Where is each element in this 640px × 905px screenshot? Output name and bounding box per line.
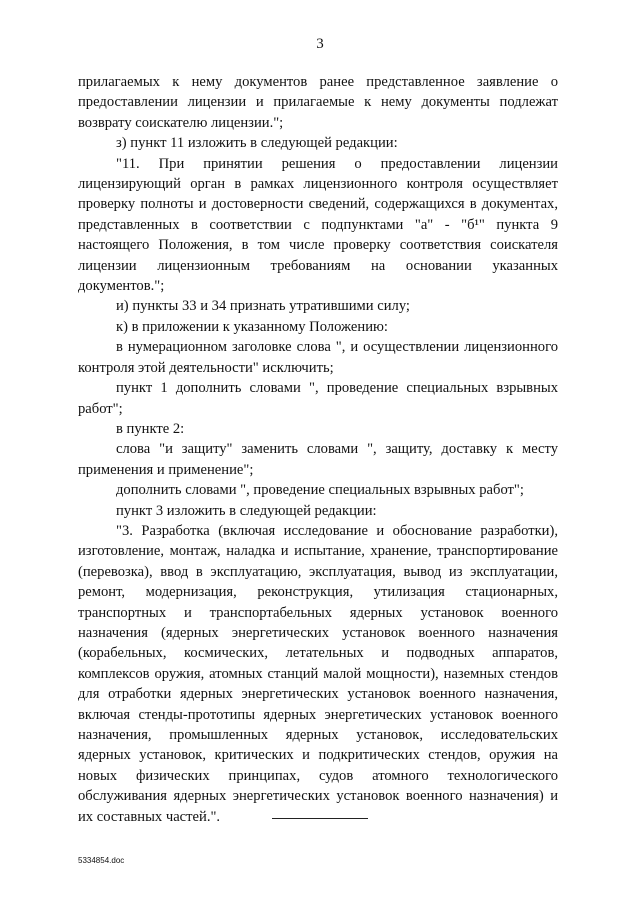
paragraph-replace-words: слова "и защиту" заменить словами ", защиту, доставку к месту применения и применение"; bbox=[78, 441, 558, 478]
footer-document-code: 5334854.doc bbox=[78, 856, 125, 865]
end-separator-line bbox=[272, 818, 368, 819]
paragraph-point-1: пункт 1 дополнить словами ", проведение специальных взрывных работ"; bbox=[78, 380, 558, 417]
paragraph-heading-change: в нумерационном заголовке слова ", и осуществлении лицензионного контроля этой деятельности" исключить; bbox=[78, 339, 558, 376]
paragraph-point-2: в пункте 2: bbox=[116, 420, 185, 437]
paragraph-continuation: прилагаемых к нему документов ранее представленное заявление о предоставлении лицензии и прилагаемые к нему документы подлежат возврату соискателю лицензии."; bbox=[78, 74, 558, 131]
paragraph-item-k: к) в приложении к указанному Положению: bbox=[116, 318, 388, 335]
paragraph-item-z: з) пункт 11 изложить в следующей редакции: bbox=[116, 135, 398, 152]
document-body bbox=[78, 72, 558, 827]
paragraph-point-11: "11. При принятии решения о предоставлении лицензии лицензирующий орган в рамках лицензионного контроля осуществляет проверку полноты и достоверности сведений, содержащихся в документах, представленных в соответствии с подпунктами "а" - "б¹" пункта 9 настоящего Положения, в том числе проверку соответствия соискателя лицензии лицензионным требованиям на основании указанных документов."; bbox=[78, 155, 558, 295]
page-number: 3 bbox=[316, 36, 324, 52]
paragraph-point-3: пункт 3 изложить в следующей редакции: bbox=[116, 502, 377, 519]
paragraph-add-words: дополнить словами ", проведение специальных взрывных работ"; bbox=[116, 482, 524, 499]
paragraph-point-3-text: "3. Разработка (включая исследование и обоснование разработки), изготовление, монтаж, наладка и испытание, хранение, транспортирование (перевозка), ввод в эксплуатацию, эксплуатация, вывод из эксплуатации, ремонт, модернизация, реконструкция, утилизация стационарных, транспортных и транспортабельных ядерных установок военного назначения (ядерных энергетических установок военного назначения (корабельных, космических, летательных и подводных аппаратов, комплексов оружия, атомных станций малой мощности), наземных стендов для отработки ядерных энергетических установок военного назначения, включая стенды-прототипы ядерных энергетических установок военного назначения, промышленных ядерных установок, исследовательских ядерных установок, критических и подкритических стендов, оружия на новых физических принципах, судов атомного технологического обслуживания ядерных энергетических установок военного назначения) и их составных частей.". bbox=[78, 522, 558, 825]
paragraph-item-i: и) пункты 33 и 34 признать утратившими силу; bbox=[116, 298, 410, 315]
